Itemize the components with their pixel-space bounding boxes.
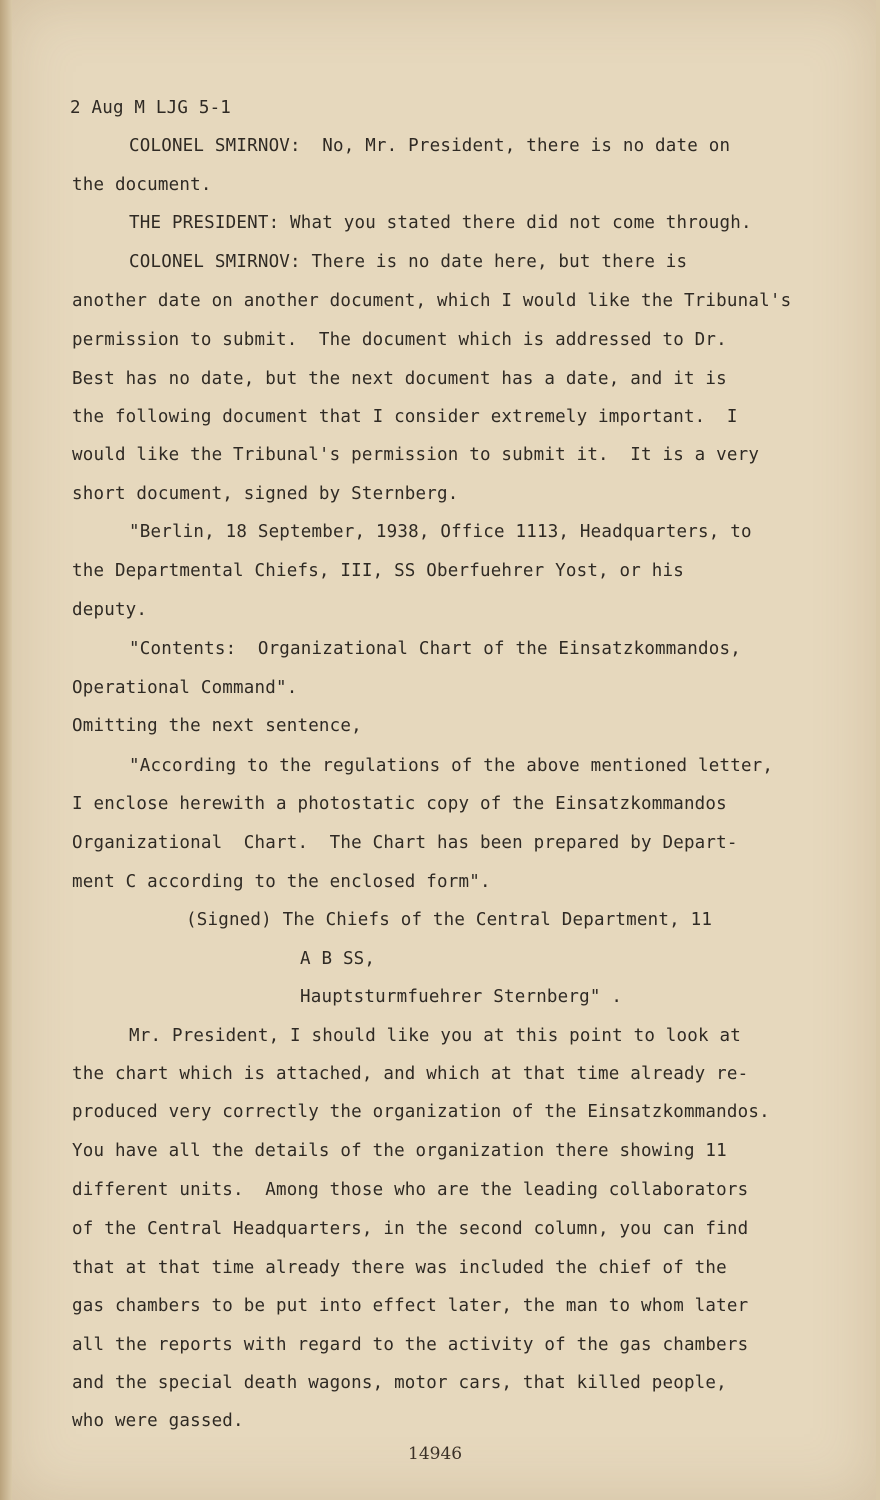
text-line: Best has no date, but the next document has a date, and it is [72,369,727,389]
text-line: I enclose herewith a photostatic copy of the Einsatzkommandos [72,794,727,814]
text-line: deputy. [72,600,148,620]
text-line: "Berlin, 18 September, 1938, Office 1113, Headquarters, to [129,522,752,542]
signature-line: A B SS, [300,949,376,969]
text-line: the following document that I consider extremely important. I [72,407,738,427]
text-line: Operational Command". [72,678,298,698]
text-line: COLONEL SMIRNOV: No, Mr. President, there is no date on [129,136,731,156]
text-line: permission to submit. The document which is addressed to Dr. [72,330,727,350]
text-line: COLONEL SMIRNOV: There is no date here, but there is [129,252,688,272]
page-number: 14946 [408,1444,463,1464]
document-header: 2 Aug M LJG 5-1 [70,98,232,118]
signature-line: (Signed) The Chiefs of the Central Department, 11 [186,910,713,930]
text-line: Omitting the next sentence, [72,716,362,736]
text-line: would like the Tribunal's permission to submit it. It is a very [72,445,760,465]
text-line: "According to the regulations of the above mentioned letter, [129,756,774,776]
text-line: the chart which is attached, and which at that time already re- [72,1064,749,1084]
text-line: You have all the details of the organization there showing 11 [72,1141,727,1161]
text-line: short document, signed by Sternberg. [72,484,459,504]
text-line: who were gassed. [72,1411,244,1431]
text-line: THE PRESIDENT: What you stated there did not come through. [129,213,752,233]
text-line: the document. [72,175,212,195]
text-line: of the Central Headquarters, in the second column, you can find [72,1219,749,1239]
text-line: produced very correctly the organization of the Einsatzkommandos. [72,1102,770,1122]
text-line: and the special death wagons, motor cars, that killed people, [72,1373,727,1393]
signature-line: Hauptsturmfuehrer Sternberg" . [300,987,623,1007]
text-line: that at that time already there was included the chief of the [72,1258,727,1278]
page-edge [0,0,12,1500]
text-line: different units. Among those who are the leading collaborators [72,1180,749,1200]
text-line: Organizational Chart. The Chart has been prepared by Depart- [72,833,738,853]
text-line: all the reports with regard to the activity of the gas chambers [72,1335,749,1355]
text-line: ment C according to the enclosed form". [72,872,491,892]
text-line: another date on another document, which I would like the Tribunal's [72,291,792,311]
text-line: the Departmental Chiefs, III, SS Oberfuehrer Yost, or his [72,561,684,581]
text-line: gas chambers to be put into effect later, the man to whom later [72,1296,749,1316]
text-line: "Contents: Organizational Chart of the Einsatzkommandos, [129,639,741,659]
text-line: Mr. President, I should like you at this point to look at [129,1026,741,1046]
